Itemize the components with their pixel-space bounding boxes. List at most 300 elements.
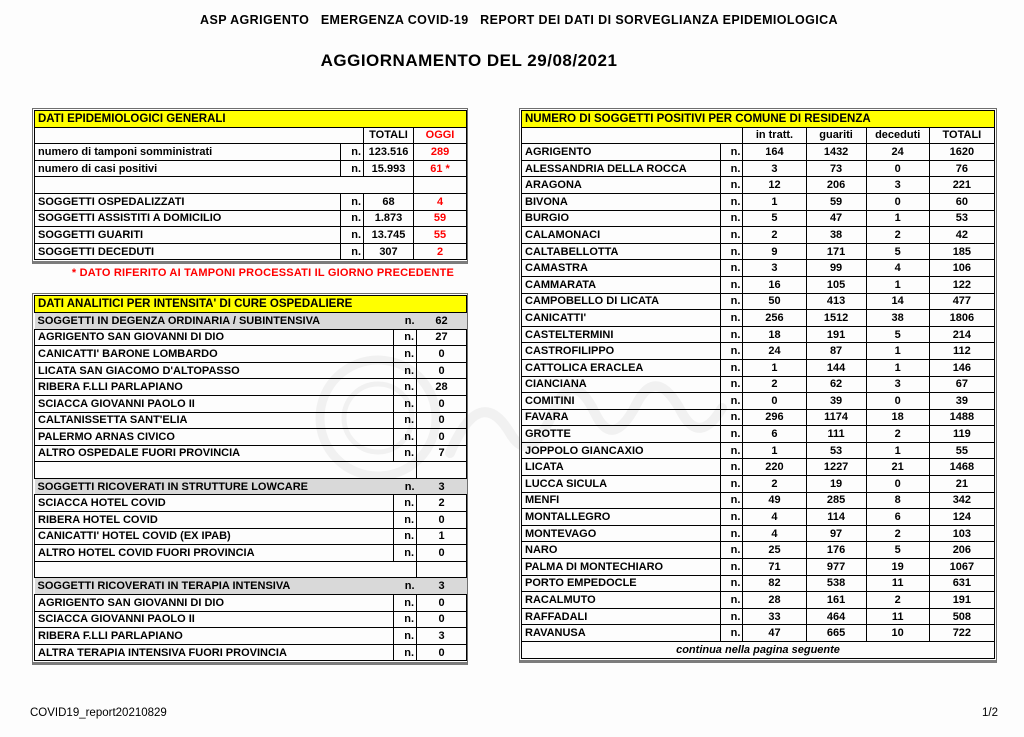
in-tratt-value: 25: [743, 542, 806, 559]
row-label: numero di casi positivi: [35, 160, 341, 177]
deceduti-value: 1: [866, 359, 929, 376]
table-row: [522, 575, 995, 592]
deceduti-value: 19: [866, 559, 929, 576]
deceduti-value: 2: [866, 227, 929, 244]
spacer-cell: [35, 127, 364, 144]
guariti-value: 19: [806, 476, 866, 493]
in-tratt-value: 16: [743, 276, 806, 293]
comune-name: CASTROFILIPPO: [522, 343, 721, 360]
guariti-value: 191: [806, 326, 866, 343]
row-label: RIBERA F.LLI PARLAPIANO: [35, 628, 394, 645]
totali-value: 39: [929, 393, 994, 410]
table-row: [522, 260, 995, 277]
n-label: n.: [341, 210, 364, 227]
row-value: 3: [417, 628, 467, 645]
table-row: [35, 395, 467, 412]
n-label: n.: [721, 575, 743, 592]
totali-value: 13.745: [364, 227, 414, 244]
guariti-value: 285: [806, 492, 866, 509]
comune-name: BURGIO: [522, 210, 721, 227]
n-label: n.: [394, 395, 417, 412]
table-row: [522, 310, 995, 327]
totali-value: 123.516: [364, 144, 414, 161]
guariti-value: 47: [806, 210, 866, 227]
totali-value: 1488: [929, 409, 994, 426]
empty-cell: [417, 561, 467, 578]
comune-name: RAFFADALI: [522, 608, 721, 625]
n-label: n.: [394, 445, 417, 462]
comune-name: MENFI: [522, 492, 721, 509]
comune-name: CIANCIANA: [522, 376, 721, 393]
comune-name: CAMASTRA: [522, 260, 721, 277]
table-row: [35, 578, 467, 595]
n-label: n.: [721, 625, 743, 642]
totali-value: 185: [929, 243, 994, 260]
totali-value: 76: [929, 160, 994, 177]
deceduti-value: 1: [866, 442, 929, 459]
guariti-value: 206: [806, 177, 866, 194]
guariti-value: 1512: [806, 310, 866, 327]
in-tratt-value: 3: [743, 160, 806, 177]
table-row: [35, 478, 467, 495]
totali-value: 60: [929, 193, 994, 210]
totali-value: 1620: [929, 144, 994, 161]
guariti-value: 62: [806, 376, 866, 393]
row-value: 2: [417, 495, 467, 512]
hospital-table: [32, 293, 468, 665]
totali-value: 722: [929, 625, 994, 642]
row-label: SOGGETTI GUARITI: [35, 227, 341, 244]
in-tratt-value: 2: [743, 476, 806, 493]
totali-value: 631: [929, 575, 994, 592]
row-label: SOGGETTI RICOVERATI IN TERAPIA INTENSIVA: [35, 578, 394, 595]
comuni-footer-row: [522, 642, 995, 659]
n-label: n.: [721, 243, 743, 260]
n-label: n.: [394, 329, 417, 346]
col-header-deceduti: deceduti: [866, 127, 929, 144]
deceduti-value: 24: [866, 144, 929, 161]
table-row: [522, 177, 995, 194]
row-label: PALERMO ARNAS CIVICO: [35, 429, 394, 446]
n-label: n.: [341, 227, 364, 244]
deceduti-value: 5: [866, 243, 929, 260]
oggi-value: 61 *: [414, 160, 467, 177]
deceduti-value: 1: [866, 210, 929, 227]
comune-name: ALESSANDRIA DELLA ROCCA: [522, 160, 721, 177]
n-label: n.: [721, 343, 743, 360]
in-tratt-value: 71: [743, 559, 806, 576]
guariti-value: 171: [806, 243, 866, 260]
oggi-value: 289: [414, 144, 467, 161]
table-row: [522, 326, 995, 343]
table-row: [522, 193, 995, 210]
comune-name: CALAMONACI: [522, 227, 721, 244]
row-label: SOGGETTI DECEDUTI: [35, 243, 341, 260]
totali-value: 146: [929, 359, 994, 376]
table-row: [522, 559, 995, 576]
table-row: [35, 644, 467, 661]
n-label: n.: [721, 592, 743, 609]
guariti-value: 1432: [806, 144, 866, 161]
table-row: [35, 412, 467, 429]
n-label: n.: [394, 478, 417, 495]
comune-name: CAMMARATA: [522, 276, 721, 293]
in-tratt-value: 220: [743, 459, 806, 476]
row-label: CALTANISSETTA SANT'ELIA: [35, 412, 394, 429]
comune-name: CANICATTI': [522, 310, 721, 327]
totali-value: 122: [929, 276, 994, 293]
deceduti-value: 0: [866, 193, 929, 210]
totali-value: 1806: [929, 310, 994, 327]
n-label: n.: [721, 509, 743, 526]
empty-cell: [417, 462, 467, 479]
spacer-cell: [522, 127, 743, 144]
guariti-value: 87: [806, 343, 866, 360]
totali-value: 15.993: [364, 160, 414, 177]
guariti-value: 538: [806, 575, 866, 592]
deceduti-value: 0: [866, 476, 929, 493]
n-label: n.: [721, 559, 743, 576]
comuni-header-row: [522, 127, 995, 144]
row-value: 0: [417, 512, 467, 529]
table-row: [35, 160, 467, 177]
table-row: [35, 429, 467, 446]
n-label: n.: [721, 326, 743, 343]
in-tratt-value: 12: [743, 177, 806, 194]
in-tratt-value: 18: [743, 326, 806, 343]
guariti-value: 114: [806, 509, 866, 526]
n-label: n.: [394, 644, 417, 661]
row-label: SOGGETTI IN DEGENZA ORDINARIA / SUBINTENSIVA: [35, 312, 394, 329]
n-label: n.: [721, 376, 743, 393]
table-row: [522, 476, 995, 493]
row-value: 0: [417, 611, 467, 628]
comune-name: ARAGONA: [522, 177, 721, 194]
in-tratt-value: 9: [743, 243, 806, 260]
totali-value: 124: [929, 509, 994, 526]
guariti-value: 161: [806, 592, 866, 609]
row-value: 28: [417, 379, 467, 396]
general-title-row: [35, 111, 467, 128]
in-tratt-value: 3: [743, 260, 806, 277]
totali-value: 1.873: [364, 210, 414, 227]
n-label: n.: [394, 545, 417, 562]
general-table-title: DATI EPIDEMIOLOGICI GENERALI: [35, 111, 467, 128]
table-row: [522, 426, 995, 443]
deceduti-value: 1: [866, 276, 929, 293]
table-row: [522, 442, 995, 459]
n-label: n.: [394, 628, 417, 645]
row-label: SOGGETTI OSPEDALIZZATI: [35, 193, 341, 210]
totali-value: 1067: [929, 559, 994, 576]
in-tratt-value: 82: [743, 575, 806, 592]
n-label: n.: [394, 611, 417, 628]
totali-value: 307: [364, 243, 414, 260]
table-row: [522, 409, 995, 426]
table-row: [35, 193, 467, 210]
deceduti-value: 3: [866, 376, 929, 393]
totali-value: 477: [929, 293, 994, 310]
deceduti-value: 0: [866, 160, 929, 177]
n-label: n.: [721, 260, 743, 277]
table-row: [522, 376, 995, 393]
totali-value: 1468: [929, 459, 994, 476]
comune-name: CATTOLICA ERACLEA: [522, 359, 721, 376]
guariti-value: 665: [806, 625, 866, 642]
totali-value: 53: [929, 210, 994, 227]
comune-name: NARO: [522, 542, 721, 559]
report-header: ASP AGRIGENTO EMERGENZA COVID-19 REPORT DEI DATI DI SORVEGLIANZA EPIDEMIOLOGICA: [200, 13, 838, 27]
row-label: SCIACCA GIOVANNI PAOLO II: [35, 395, 394, 412]
row-label: numero di tamponi somministrati: [35, 144, 341, 161]
n-label: n.: [721, 542, 743, 559]
n-label: n.: [721, 293, 743, 310]
table-row: [35, 628, 467, 645]
row-value: 3: [417, 478, 467, 495]
comune-name: FAVARA: [522, 409, 721, 426]
n-label: n.: [341, 160, 364, 177]
n-label: n.: [394, 578, 417, 595]
table-row: [35, 561, 467, 578]
in-tratt-value: 2: [743, 376, 806, 393]
table-row: [522, 542, 995, 559]
table-row: [522, 144, 995, 161]
in-tratt-value: 296: [743, 409, 806, 426]
n-label: n.: [721, 525, 743, 542]
guariti-value: 144: [806, 359, 866, 376]
row-label: ALTRO OSPEDALE FUORI PROVINCIA: [35, 445, 394, 462]
n-label: n.: [394, 595, 417, 612]
table-row: [35, 227, 467, 244]
table-row: [522, 608, 995, 625]
in-tratt-value: 0: [743, 393, 806, 410]
in-tratt-value: 4: [743, 509, 806, 526]
totali-value: 342: [929, 492, 994, 509]
table-row: [35, 379, 467, 396]
table-row: [35, 512, 467, 529]
comune-name: COMITINI: [522, 393, 721, 410]
document-filename: COVID19_report20210829: [30, 707, 167, 719]
in-tratt-value: 47: [743, 625, 806, 642]
guariti-value: 105: [806, 276, 866, 293]
table-row: [35, 611, 467, 628]
guariti-value: 1227: [806, 459, 866, 476]
n-label: n.: [394, 528, 417, 545]
row-value: 0: [417, 545, 467, 562]
table-row: [35, 362, 467, 379]
comune-name: PORTO EMPEDOCLE: [522, 575, 721, 592]
comune-name: MONTALLEGRO: [522, 509, 721, 526]
deceduti-value: 18: [866, 409, 929, 426]
oggi-value: 59: [414, 210, 467, 227]
n-label: n.: [721, 193, 743, 210]
table-row: [35, 210, 467, 227]
totali-value: 55: [929, 442, 994, 459]
n-label: n.: [394, 362, 417, 379]
n-label: n.: [394, 312, 417, 329]
table-row: [522, 592, 995, 609]
col-header-totali: TOTALI: [364, 127, 414, 144]
n-label: n.: [341, 193, 364, 210]
table-row: [522, 393, 995, 410]
table-row: [522, 492, 995, 509]
n-label: n.: [394, 379, 417, 396]
table-row: [35, 329, 467, 346]
totali-value: 21: [929, 476, 994, 493]
table-row: [522, 276, 995, 293]
oggi-value: 55: [414, 227, 467, 244]
guariti-value: 53: [806, 442, 866, 459]
col-header-in-tratt: in tratt.: [743, 127, 806, 144]
row-value: 0: [417, 429, 467, 446]
n-label: n.: [721, 476, 743, 493]
deceduti-value: 6: [866, 509, 929, 526]
comune-name: MONTEVAGO: [522, 525, 721, 542]
row-value: 62: [417, 312, 467, 329]
row-label: AGRIGENTO SAN GIOVANNI DI DIO: [35, 595, 394, 612]
table-row: [522, 227, 995, 244]
deceduti-value: 5: [866, 326, 929, 343]
table-row: [522, 210, 995, 227]
row-value: 0: [417, 412, 467, 429]
hospital-title-row: [35, 296, 467, 313]
in-tratt-value: 24: [743, 343, 806, 360]
row-label: SOGGETTI RICOVERATI IN STRUTTURE LOWCARE: [35, 478, 394, 495]
table-row: [35, 177, 467, 194]
n-label: n.: [721, 442, 743, 459]
deceduti-value: 2: [866, 525, 929, 542]
totali-value: 191: [929, 592, 994, 609]
n-label: n.: [721, 492, 743, 509]
row-label: LICATA SAN GIACOMO D'ALTOPASSO: [35, 362, 394, 379]
comune-name: GROTTE: [522, 426, 721, 443]
empty-cell: [35, 462, 417, 479]
table-row: [35, 462, 467, 479]
table-row: [522, 343, 995, 360]
right-column: [519, 108, 997, 665]
empty-cell: [414, 177, 467, 194]
deceduti-value: 5: [866, 542, 929, 559]
in-tratt-value: 1: [743, 442, 806, 459]
row-label: SOGGETTI ASSISTITI A DOMICILIO: [35, 210, 341, 227]
row-value: 0: [417, 362, 467, 379]
empty-cell: [35, 177, 414, 194]
table-row: [35, 346, 467, 363]
left-column: [32, 108, 468, 665]
totali-value: 119: [929, 426, 994, 443]
comune-name: CAMPOBELLO DI LICATA: [522, 293, 721, 310]
row-label: SCIACCA GIOVANNI PAOLO II: [35, 611, 394, 628]
guariti-value: 97: [806, 525, 866, 542]
n-label: n.: [394, 512, 417, 529]
table-row: [35, 595, 467, 612]
n-label: n.: [394, 412, 417, 429]
report-subtitle: AGGIORNAMENTO DEL 29/08/2021: [320, 51, 618, 70]
deceduti-value: 2: [866, 592, 929, 609]
table-row: [35, 312, 467, 329]
guariti-value: 413: [806, 293, 866, 310]
table-row: [35, 545, 467, 562]
n-label: n.: [721, 310, 743, 327]
n-label: n.: [341, 144, 364, 161]
general-header-row: [35, 127, 467, 144]
row-value: 27: [417, 329, 467, 346]
in-tratt-value: 6: [743, 426, 806, 443]
n-label: n.: [721, 459, 743, 476]
n-label: n.: [721, 276, 743, 293]
n-label: n.: [721, 359, 743, 376]
table-row: [35, 528, 467, 545]
table-row: [522, 459, 995, 476]
col-header-totali: TOTALI: [929, 127, 994, 144]
guariti-value: 977: [806, 559, 866, 576]
row-label: ALTRO HOTEL COVID FUORI PROVINCIA: [35, 545, 394, 562]
oggi-value: 4: [414, 193, 467, 210]
table-row: [522, 625, 995, 642]
table-row: [522, 243, 995, 260]
guariti-value: 39: [806, 393, 866, 410]
col-header-oggi: OGGI: [414, 127, 467, 144]
deceduti-value: 21: [866, 459, 929, 476]
table-row: [35, 144, 467, 161]
general-table: [32, 108, 468, 264]
totali-value: 42: [929, 227, 994, 244]
comune-name: LICATA: [522, 459, 721, 476]
comune-name: CALTABELLOTTA: [522, 243, 721, 260]
totali-value: 112: [929, 343, 994, 360]
comune-name: JOPPOLO GIANCAXIO: [522, 442, 721, 459]
totali-value: 106: [929, 260, 994, 277]
totali-value: 206: [929, 542, 994, 559]
tamponi-footnote: * DATO RIFERITO AI TAMPONI PROCESSATI IL GIORNO PRECEDENTE: [71, 267, 455, 280]
guariti-value: 59: [806, 193, 866, 210]
guariti-value: 38: [806, 227, 866, 244]
comune-name: RACALMUTO: [522, 592, 721, 609]
deceduti-value: 1: [866, 343, 929, 360]
row-value: 0: [417, 644, 467, 661]
table-row: [35, 445, 467, 462]
row-value: 1: [417, 528, 467, 545]
comuni-title-row: [522, 111, 995, 128]
n-label: n.: [721, 393, 743, 410]
guariti-value: 111: [806, 426, 866, 443]
in-tratt-value: 4: [743, 525, 806, 542]
hospital-table-title: DATI ANALITICI PER INTENSITA' DI CURE OSPEDALIERE: [35, 296, 467, 313]
n-label: n.: [721, 177, 743, 194]
comune-name: CASTELTERMINI: [522, 326, 721, 343]
deceduti-value: 2: [866, 426, 929, 443]
in-tratt-value: 1: [743, 359, 806, 376]
row-label: ALTRA TERAPIA INTENSIVA FUORI PROVINCIA: [35, 644, 394, 661]
deceduti-value: 38: [866, 310, 929, 327]
guariti-value: 1174: [806, 409, 866, 426]
row-value: 0: [417, 395, 467, 412]
guariti-value: 73: [806, 160, 866, 177]
deceduti-value: 11: [866, 608, 929, 625]
table-row: [522, 525, 995, 542]
page-content: [32, 108, 997, 665]
in-tratt-value: 33: [743, 608, 806, 625]
deceduti-value: 11: [866, 575, 929, 592]
table-row: [522, 359, 995, 376]
deceduti-value: 4: [866, 260, 929, 277]
comuni-table-title: NUMERO DI SOGGETTI POSITIVI PER COMUNE DI RESIDENZA: [522, 111, 995, 128]
n-label: n.: [721, 426, 743, 443]
row-label: SCIACCA HOTEL COVID: [35, 495, 394, 512]
totali-value: 221: [929, 177, 994, 194]
in-tratt-value: 1: [743, 193, 806, 210]
totali-value: 67: [929, 376, 994, 393]
